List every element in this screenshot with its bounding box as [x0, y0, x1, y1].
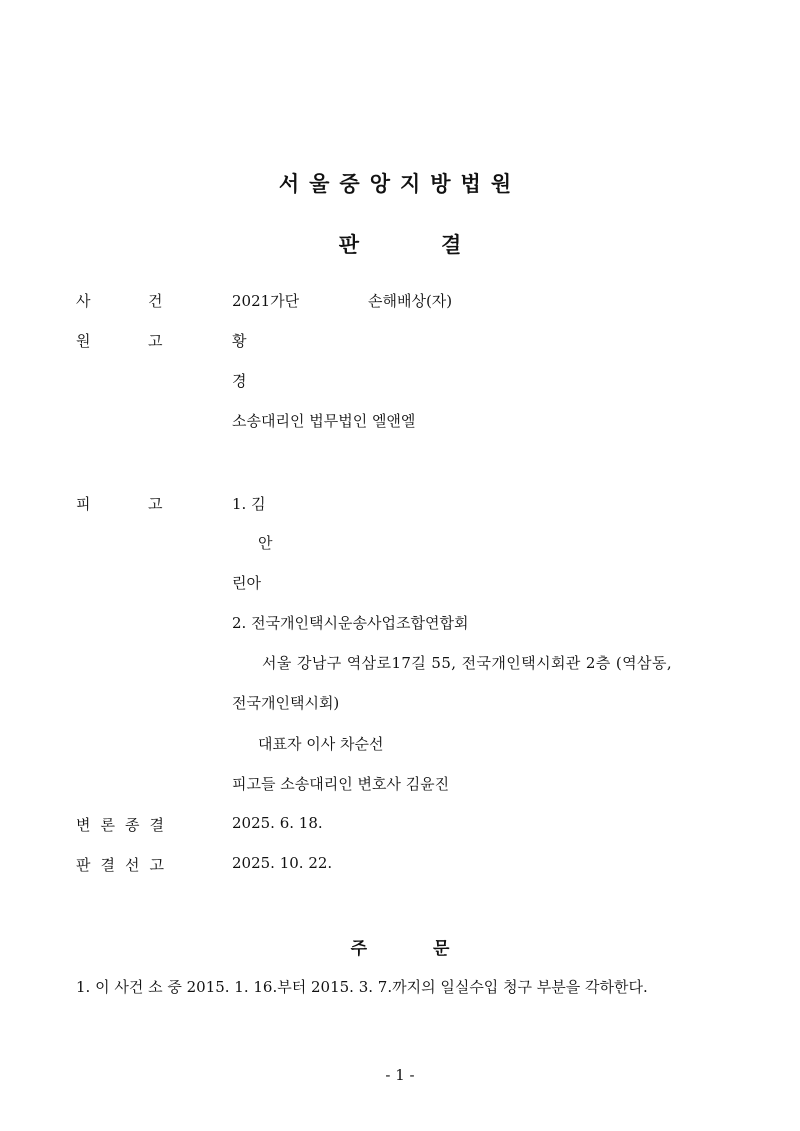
document-title: [0, 229, 800, 259]
order-section-title: [0, 934, 800, 959]
defendant-label-part1: 피: [76, 495, 91, 513]
case-label: [76, 290, 163, 311]
closing-argument-label: 변론종결: [76, 816, 174, 834]
court-name: 서울중앙지방법원: [278, 172, 522, 196]
case-label-part2: 건: [148, 292, 163, 310]
defendant1-line2: 안: [258, 534, 273, 552]
document-title-part2: 결: [441, 233, 462, 257]
document-title-part1: 판: [338, 233, 359, 257]
plaintiff-name-line2: 경: [232, 372, 247, 390]
page-number: - 1 -: [385, 1066, 415, 1084]
closing-argument-date: 2025. 6. 18.: [232, 814, 323, 832]
defendant2-address-line2: 전국개인택시회): [232, 694, 340, 712]
order-item-1: 1. 이 사건 소 중 2015. 1. 16.부터 2015. 3. 7.까지의 일실수입 청구 부분을 각하한다.: [76, 978, 648, 996]
plaintiff-label: [76, 330, 163, 351]
order-title-part2: 문: [433, 939, 450, 959]
defendant2-name: 2. 전국개인택시운송사업조합연합회: [232, 614, 469, 632]
case-number: 2021가단: [232, 292, 300, 310]
defendant1-line3: 린아: [232, 574, 261, 592]
judgment-date: 2025. 10. 22.: [232, 854, 333, 872]
plaintiff-label-part1: 원: [76, 332, 91, 350]
plaintiff-label-part2: 고: [148, 332, 163, 350]
judgment-date-label: 판결선고: [76, 856, 174, 874]
case-name: 손해배상(자): [368, 292, 453, 310]
defendant-label: [76, 493, 163, 514]
plaintiff-name-line1: 황: [232, 332, 247, 350]
defendant-label-part2: 고: [148, 495, 163, 513]
defendant2-address-line1: 서울 강남구 역삼로17길 55, 전국개인택시회관 2층 (역삼동,: [262, 654, 673, 672]
defendants-counsel: 피고들 소송대리인 변호사 김윤진: [232, 775, 450, 793]
plaintiff-counsel: 소송대리인 법무법인 엘앤엘: [232, 412, 416, 430]
defendant2-representative: 대표자 이사 차순선: [258, 735, 384, 753]
defendant1-line1: 1. 김: [232, 495, 266, 513]
case-label-part1: 사: [76, 292, 91, 310]
order-title-part1: 주: [350, 939, 367, 959]
